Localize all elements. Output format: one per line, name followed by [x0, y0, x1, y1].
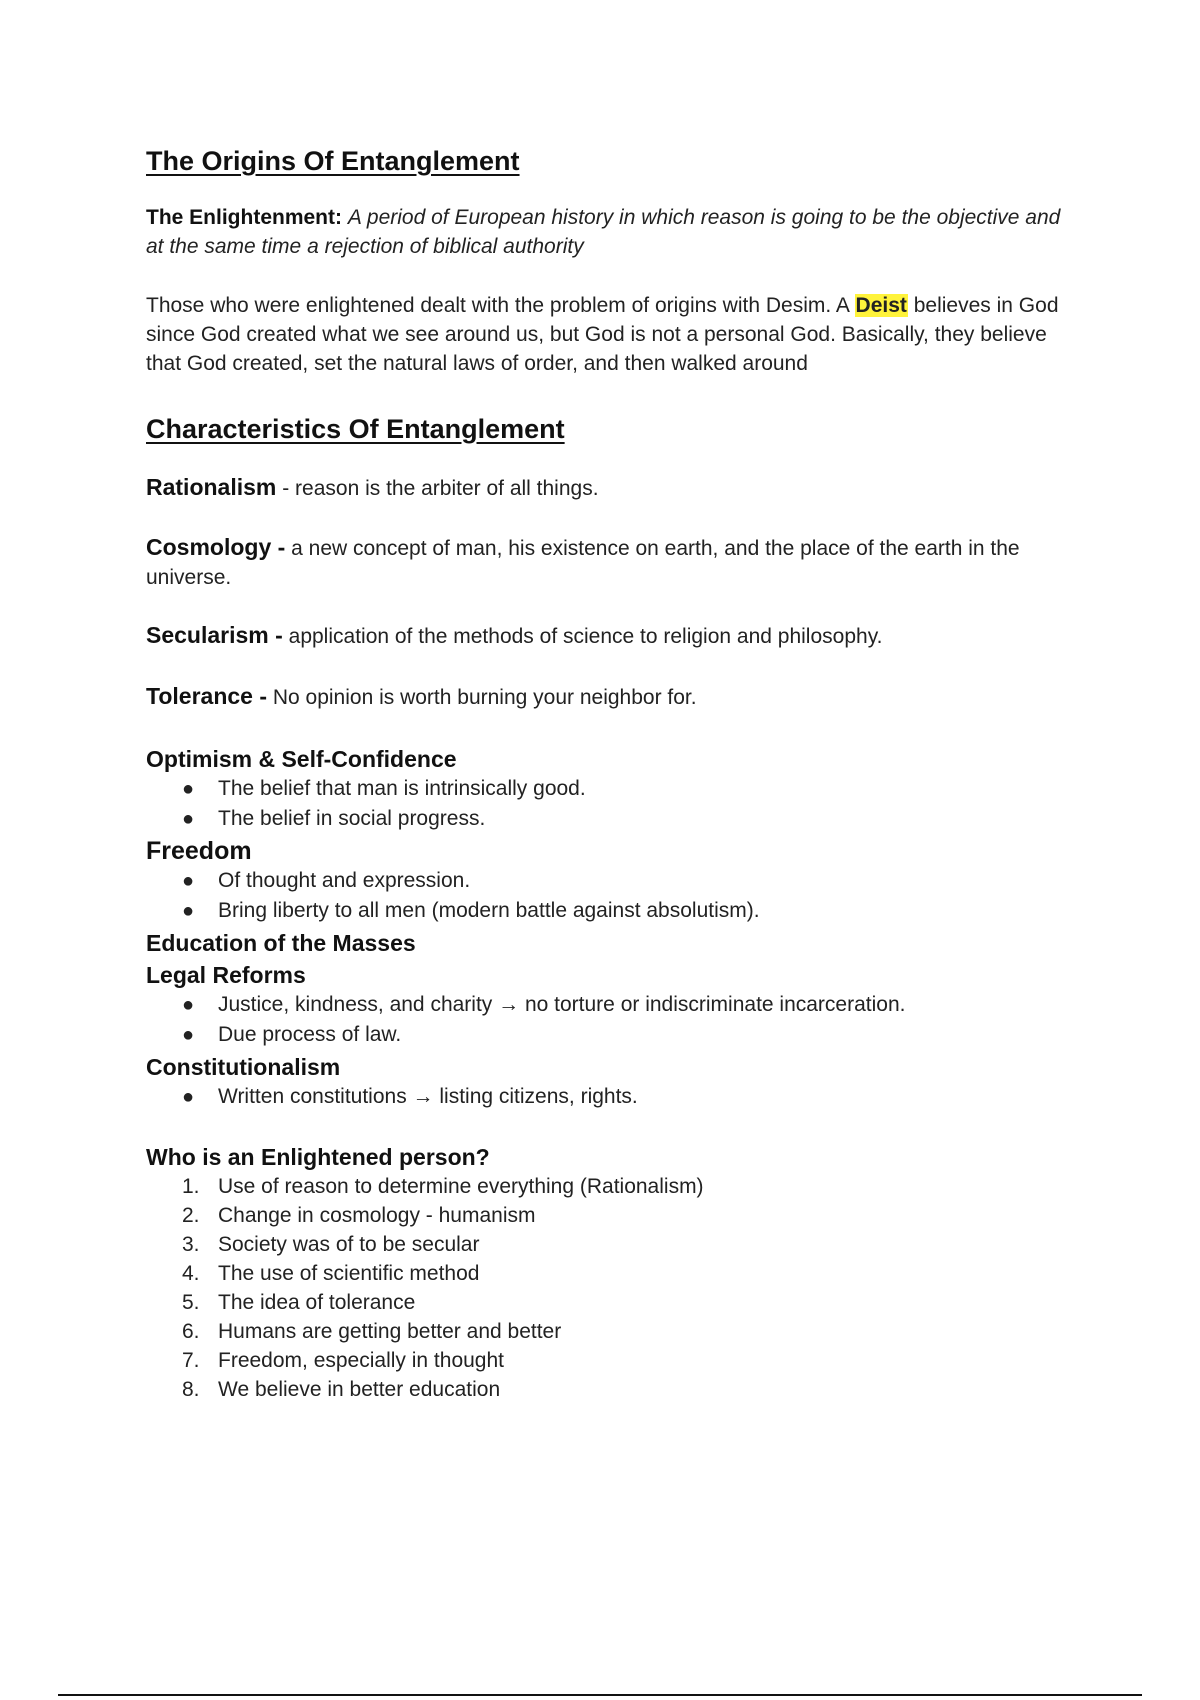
list-item: 7. Freedom, especially in thought — [182, 1349, 504, 1372]
characteristic-cosmology — [146, 533, 1076, 592]
enlightenment-definition — [146, 203, 1076, 261]
subheading-legal-reforms: Legal Reforms — [146, 962, 306, 988]
enlightenment-term: The Enlightenment: — [146, 206, 342, 229]
characteristic-sep: - — [276, 477, 296, 500]
characteristic-def: a new concept of man, his existence on earth, and the place of the earth in the universe. — [146, 537, 1020, 589]
bullet-icon: ● — [182, 994, 195, 1016]
list-item: ● The belief that man is intrinsically good. — [146, 774, 1076, 804]
list-item: ● Written constitutions → listing citizens, rights. — [146, 1082, 1076, 1112]
list-item: 5. The idea of tolerance — [182, 1291, 416, 1314]
characteristic-term: Secularism - — [146, 622, 283, 648]
legal-list — [146, 990, 1076, 1050]
bullet-icon: ● — [182, 900, 195, 922]
characteristic-def: No opinion is worth burning your neighbor for. — [272, 686, 697, 709]
deism-pre: Those who were enlightened dealt with the problem of origins with Desim. A — [146, 294, 855, 317]
list-item: ● Of thought and expression. — [146, 866, 1076, 896]
list-item: ● Justice, kindness, and charity → no torture or indiscriminate incarceration. — [146, 990, 1076, 1020]
deist-highlight: Deist — [855, 294, 907, 317]
document-page — [146, 140, 1076, 1404]
characteristic-secularism — [146, 621, 1076, 651]
subheading-education: Education of the Masses — [146, 930, 416, 956]
page-bottom-rule — [58, 1694, 1142, 1696]
enlightened-person-list — [146, 1172, 1076, 1404]
deism-post: believes in God since God created what we see around us, but God is not a personal God. Basically, they believe that God created, set the natural laws of order, and then walked around — [146, 294, 1059, 375]
subheading-who-enlightened: Who is an Enlightened person? — [146, 1144, 490, 1170]
list-item: ● Due process of law. — [146, 1020, 1076, 1050]
characteristic-rationalism — [146, 473, 1076, 503]
list-item: 4. The use of scientific method — [182, 1262, 480, 1285]
list-item: ● Bring liberty to all men (modern battle against absolutism). — [146, 896, 1076, 926]
heading-characteristics: Characteristics Of Entanglement — [146, 414, 565, 444]
enlightenment-def-text: A period of European history in which reason is going to be the objective and at the same time a rejection of biblical authority — [146, 206, 1061, 258]
subheading-constitutionalism: Constitutionalism — [146, 1054, 341, 1080]
list-item: ● The belief in social progress. — [146, 804, 1076, 834]
characteristic-def: reason is the arbiter of all things. — [295, 477, 599, 500]
list-item: 2. Change in cosmology - humanism — [182, 1204, 536, 1227]
deism-paragraph — [146, 291, 1076, 378]
list-item: 1. Use of reason to determine everything (Rationalism) — [182, 1175, 704, 1198]
characteristic-term: Rationalism — [146, 474, 277, 500]
subheading-freedom: Freedom — [146, 837, 252, 865]
characteristic-term: Tolerance - — [146, 683, 267, 709]
characteristic-def: application of the methods of science to religion and philosophy. — [288, 625, 883, 648]
constitutional-list — [146, 1082, 1076, 1112]
characteristic-tolerance — [146, 682, 1076, 712]
characteristic-term: Cosmology - — [146, 534, 286, 560]
bullet-icon: ● — [182, 778, 195, 800]
bullet-icon: ● — [182, 808, 195, 830]
freedom-list — [146, 866, 1076, 926]
list-item: 3. Society was of to be secular — [182, 1233, 480, 1256]
list-item: 8. We believe in better education — [182, 1378, 501, 1401]
heading-origins: The Origins Of Entanglement — [146, 146, 520, 176]
bullet-icon: ● — [182, 1086, 195, 1108]
bullet-icon: ● — [182, 1024, 195, 1046]
optimism-list — [146, 774, 1076, 834]
list-item: 6. Humans are getting better and better — [182, 1320, 562, 1343]
bullet-icon: ● — [182, 870, 195, 892]
subheading-optimism: Optimism & Self-Confidence — [146, 746, 457, 772]
